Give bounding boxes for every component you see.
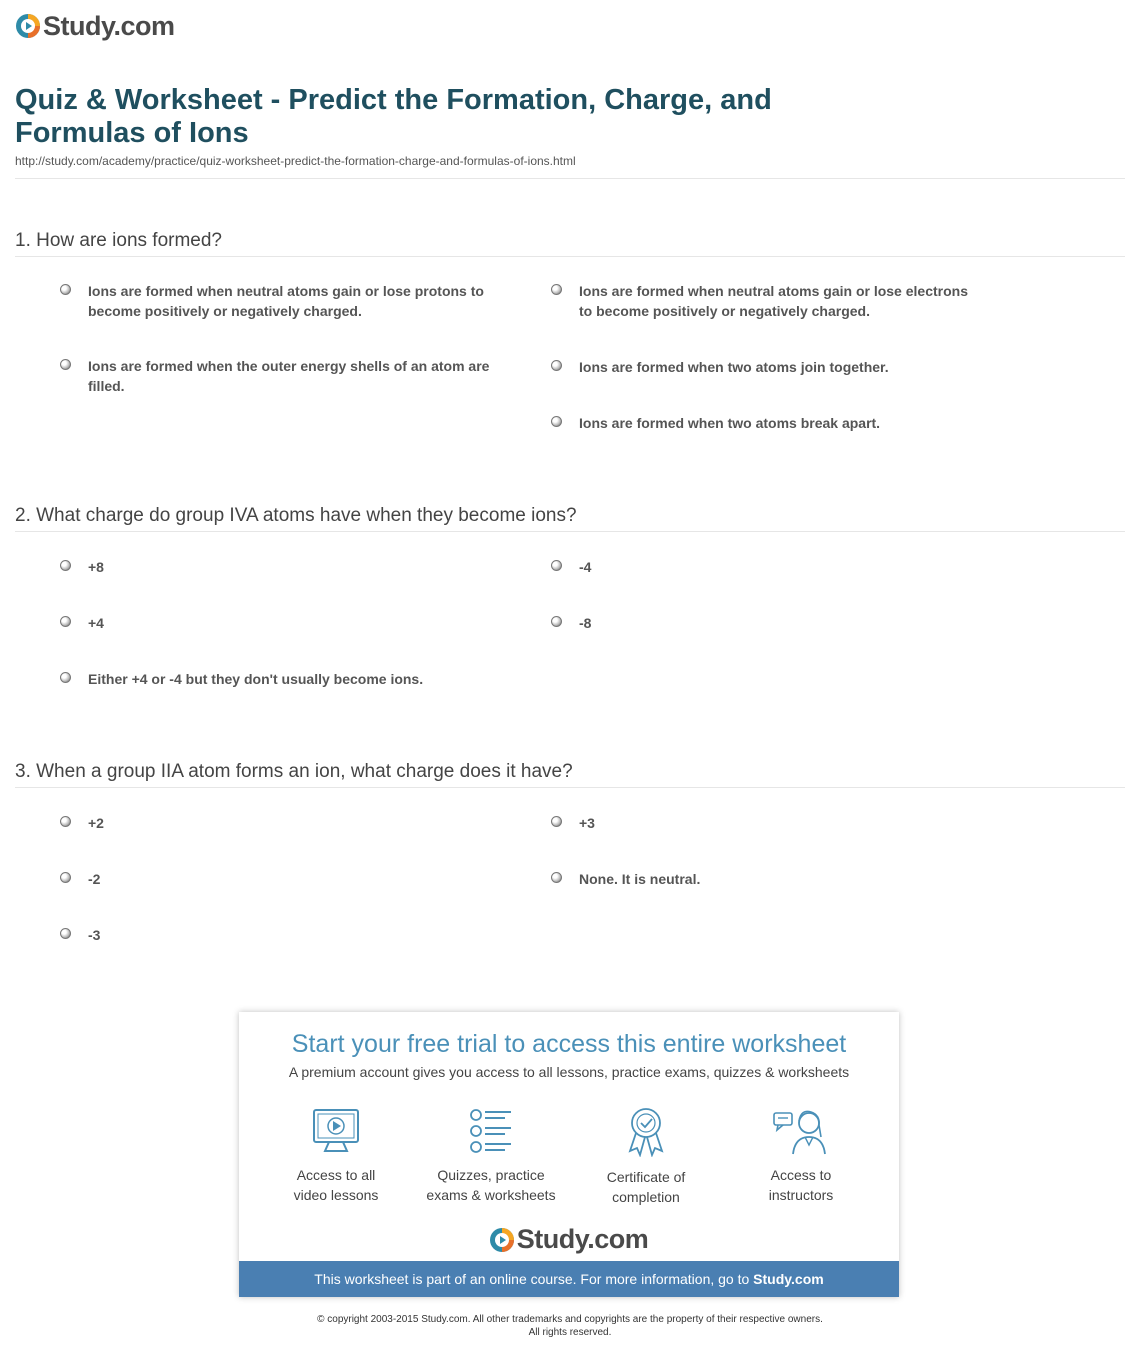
question-1-option-d[interactable] <box>551 357 981 377</box>
option-label: Either +4 or -4 but they don't usually become ions. <box>88 671 424 687</box>
header-divider <box>15 178 1125 179</box>
radio-button[interactable] <box>60 616 71 627</box>
promo-bar-link[interactable]: Study.com <box>753 1271 824 1287</box>
radio-button[interactable] <box>551 416 562 427</box>
question-1-title: 1. How are ions formed? <box>15 230 222 251</box>
radio-button[interactable] <box>551 616 562 627</box>
option-label: None. It is neutral. <box>579 871 701 887</box>
copyright-notice: © copyright 2003-2015 Study.com. All other trademarks and copyrights are the property of their respective owners. All rights reserved. <box>317 1314 823 1338</box>
radio-button[interactable] <box>60 928 71 939</box>
option-label: +4 <box>88 615 104 631</box>
option-label: -2 <box>88 871 101 887</box>
question-1-divider <box>15 256 1125 257</box>
radio-button[interactable] <box>551 360 562 371</box>
radio-button[interactable] <box>60 872 71 883</box>
question-2-divider <box>15 531 1125 532</box>
quiz-list-icon <box>469 1107 513 1155</box>
promo-study-logo[interactable] <box>239 1224 899 1255</box>
feature-label: Certificate of completion <box>606 1169 686 1205</box>
option-label: -4 <box>579 559 592 575</box>
radio-button[interactable] <box>60 560 71 571</box>
free-trial-promo <box>239 1012 899 1297</box>
radio-button[interactable] <box>60 672 71 683</box>
option-label: -8 <box>579 615 592 631</box>
question-1-option-e[interactable] <box>551 413 981 433</box>
page-title: Quiz & Worksheet - Predict the Formation, Charge, and Formulas of Ions <box>15 84 772 149</box>
feature-instructors <box>726 1107 876 1205</box>
option-label: Ions are formed when neutral atoms gain or lose electrons to become positively or negatively charged. <box>579 283 968 319</box>
question-3-option-e[interactable] <box>60 925 490 945</box>
promo-info-bar <box>239 1261 899 1297</box>
page-url[interactable]: http://study.com/academy/practice/quiz-worksheet-predict-the-formation-charge-and-formulas-of-ions.html <box>15 154 576 168</box>
option-label: +8 <box>88 559 104 575</box>
question-3-divider <box>15 787 1125 788</box>
promo-headline[interactable]: Start your free trial to access this entire worksheet <box>291 1030 847 1058</box>
radio-button[interactable] <box>551 560 562 571</box>
radio-button[interactable] <box>60 284 71 295</box>
question-2-option-c[interactable] <box>60 613 490 633</box>
radio-button[interactable] <box>551 816 562 827</box>
option-label: Ions are formed when the outer energy shells of an atom are filled. <box>88 358 490 394</box>
study-logo-icon <box>490 1228 514 1252</box>
radio-button[interactable] <box>551 872 562 883</box>
question-3-title: 3. When a group IIA atom forms an ion, what charge does it have? <box>15 761 573 782</box>
promo-bar-text: This worksheet is part of an online course. For more information, go to <box>314 1271 754 1287</box>
option-label: +2 <box>88 815 104 831</box>
option-label: Ions are formed when two atoms break apart. <box>579 415 881 431</box>
question-1-option-c[interactable] <box>60 356 490 396</box>
video-lesson-icon <box>311 1107 361 1155</box>
question-3-option-d[interactable] <box>551 869 981 889</box>
feature-label: Access to instructors <box>768 1167 834 1203</box>
study-logo[interactable] <box>16 10 175 42</box>
question-3-option-c[interactable] <box>60 869 490 889</box>
question-2-option-a[interactable] <box>60 557 490 577</box>
question-2-title: 2. What charge do group IVA atoms have when they become ions? <box>15 505 577 526</box>
feature-video-lessons <box>261 1107 411 1205</box>
certificate-icon <box>626 1107 666 1157</box>
question-3-option-a[interactable] <box>60 813 490 833</box>
option-label: +3 <box>579 815 595 831</box>
option-label: -3 <box>88 927 101 943</box>
radio-button[interactable] <box>60 359 71 370</box>
feature-label: Access to all video lessons <box>293 1167 379 1203</box>
question-2-option-b[interactable] <box>551 557 981 577</box>
question-3-option-b[interactable] <box>551 813 981 833</box>
radio-button[interactable] <box>60 816 71 827</box>
feature-quizzes <box>416 1107 566 1205</box>
question-1-option-a[interactable] <box>60 281 490 321</box>
study-logo-text: Study.com <box>516 1224 649 1254</box>
option-label: Ions are formed when two atoms join together. <box>579 359 889 375</box>
instructor-icon <box>771 1107 831 1155</box>
question-2-option-d[interactable] <box>551 613 981 633</box>
question-1-option-b[interactable] <box>551 281 981 321</box>
radio-button[interactable] <box>551 284 562 295</box>
question-2-option-e[interactable] <box>60 669 490 689</box>
option-label: Ions are formed when neutral atoms gain or lose protons to become positively or negatively charged. <box>88 283 484 319</box>
feature-label: Quizzes, practice exams & worksheets <box>426 1167 556 1203</box>
feature-certificate <box>571 1107 721 1207</box>
study-logo-icon <box>16 14 40 38</box>
promo-subline: A premium account gives you access to all lessons, practice exams, quizzes & worksheets <box>288 1064 850 1080</box>
study-logo-text: Study.com <box>43 10 175 41</box>
